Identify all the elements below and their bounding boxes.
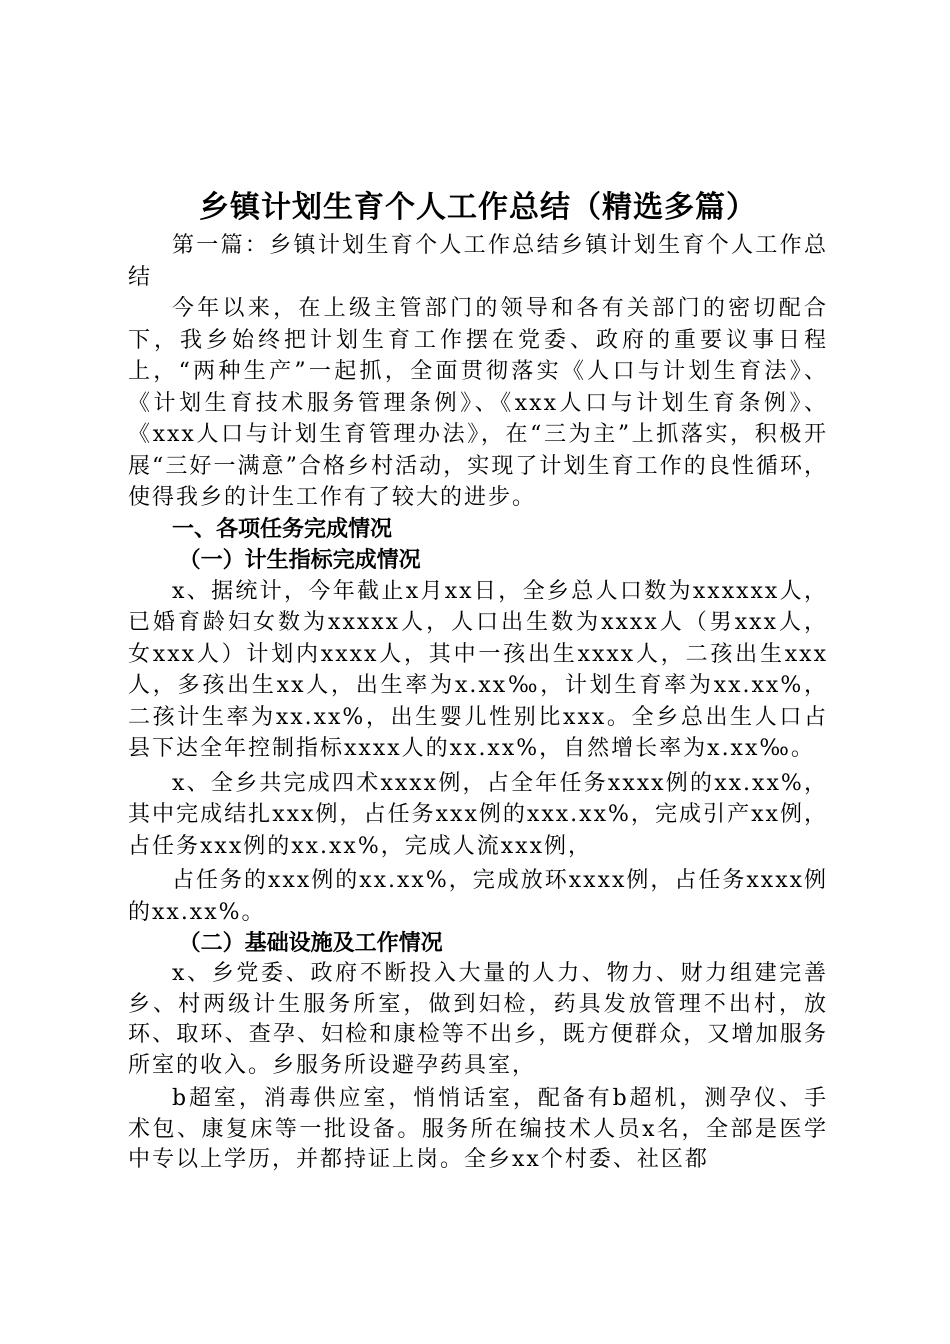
infrastructure-paragraph: x、乡党委、政府不断投入大量的人力、物力、财力组建完善乡、村两级计生服务所室，做到妇检，药具发放管理不出村，放环、取环、查孕、妇检和康检等不出乡，既方便群众，又增加服务所室的收入。乡服务所设避孕药具室，: [128, 961, 828, 1078]
surgeries-continued-paragraph: 占任务的xxx例的xx.xx%，完成放环xxxx例，占任务xxxx例的xx.xx%。: [128, 868, 829, 925]
overview-paragraph: 今年以来，在上级主管部门的领导和各有关部门的密切配合下，我乡始终把计划生育工作摆在党委、政府的重要议事日程上，“两种生产”一起抓，全面贯彻落实《人口与计划生育法》、《计划生育技术服务管理条例》、《xxx人口与计划生育条例》、《xxx人口与计划生育管理办法》，在“三为主”上抓落实，积极开展“三好一满意”合格乡村活动，实现了计划生育工作的良性循环，使得我乡的计生工作有了较大的进步。: [128, 296, 828, 510]
document-title: 乡镇计划生育个人工作总结（精选多篇）: [199, 190, 757, 225]
statistics-paragraph: x、据统计，今年截止x月xx日，全乡总人口数为xxxxxx人，已婚育龄妇女数为xxxxx人，人口出生数为xxxx人（男xxx人，女xxx人）计划内xxxx人，其中一孩出生xxxx人，二孩出生xxx人，多孩出生xx人，出生率为x.xx‰，计划生育率为xx.xx%，二孩计生率为xx.xx%，出生婴儿性别比xxx。全乡总出生人口占县下达全年控制指标xxxx人的xx.xx%，自然增长率为x.xx‰。: [128, 578, 828, 761]
surgeries-paragraph: x、全乡共完成四术xxxx例，占全年任务xxxx例的xx.xx%，其中完成结扎xxx例，占任务xxx例的xxx.xx%，完成引产xx例，占任务xxx例的xx.xx%，完成人流xxx例，: [128, 770, 828, 859]
subsection-heading-indicators: （一）计生指标完成情况: [178, 547, 421, 573]
equipment-paragraph: b超室，消毒供应室，悄悄话室，配备有b超机，测孕仪、手术包、康复床等一批设备。服务所在编技术人员x名，全部是医学中专以上学历，并都持证上岗。全乡xx个村委、社区都: [128, 1086, 828, 1172]
subsection-heading-infrastructure: （二）基础设施及工作情况: [178, 931, 443, 956]
document-page: [128, 186, 828, 1176]
section-heading-tasks: 一、各项任务完成情况: [172, 516, 393, 542]
intro-paragraph: 第一篇：乡镇计划生育个人工作总结乡镇计划生育个人工作总结: [128, 233, 828, 290]
